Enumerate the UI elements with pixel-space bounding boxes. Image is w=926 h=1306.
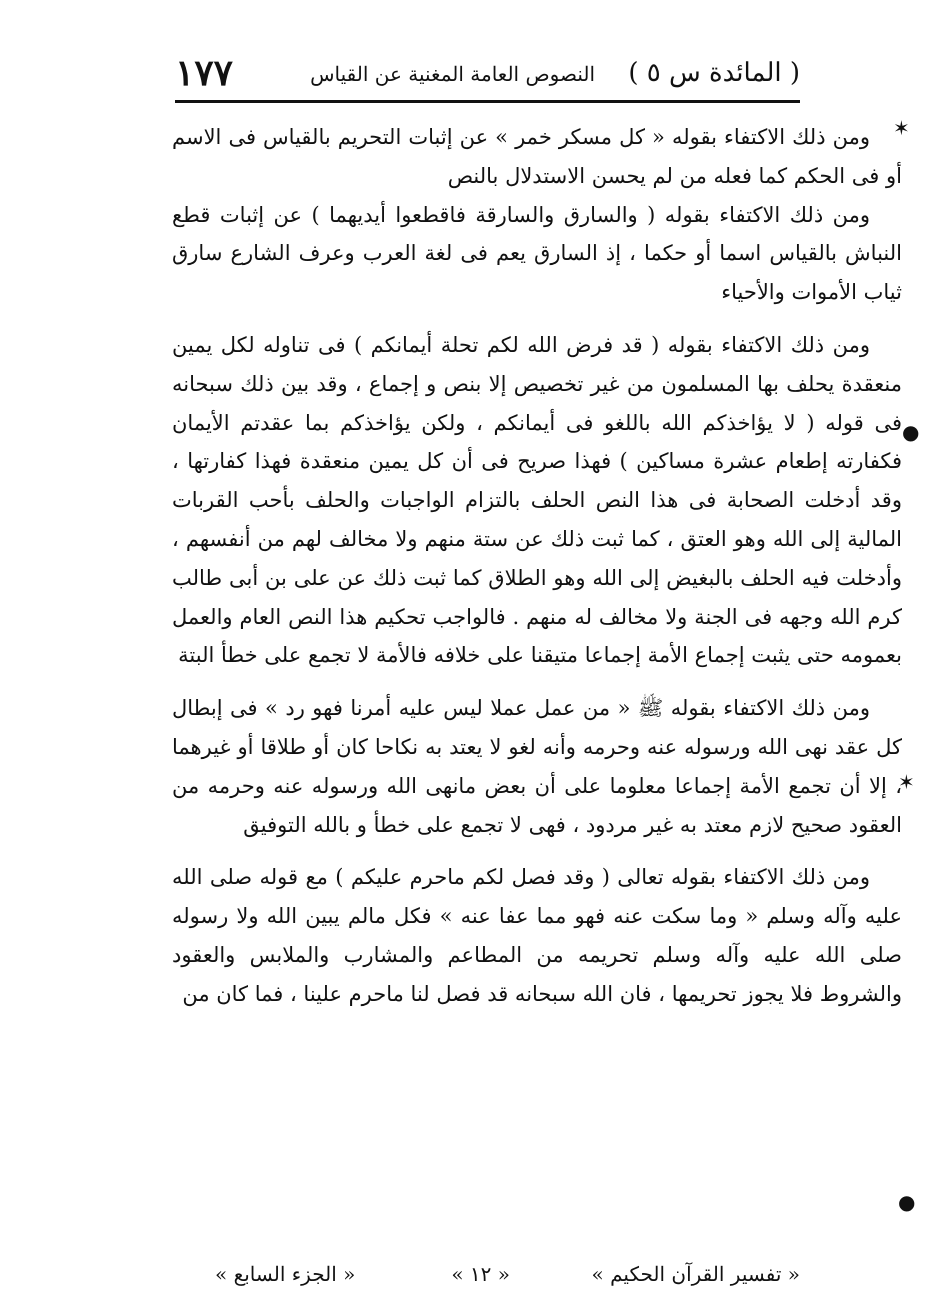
page-header	[175, 52, 800, 100]
footer-number: « ١٢ »	[451, 1262, 510, 1286]
main-text	[172, 118, 902, 1014]
paragraph-5: ومن ذلك الاكتفاء بقوله تعالى ( وقد فصل لكم ماحرم عليكم ) مع قوله صلى الله عليه وآله وسلم « وما سكت عنه فهو مما عفا عنه » فكل مالم يبين الله ولا رسوله صلى الله عليه وآله وسلم تحريمه من المطاعم والمشارب والملابس والعقود والشروط فلا يجوز تحريمها ، فان الله سبحانه قد فصل لنا ماحرم علينا ، فما كان من	[172, 865, 902, 1006]
header-rule	[175, 100, 800, 103]
paragraph-3: ومن ذلك الاكتفاء بقوله ( قد فرض الله لكم تحلة أيمانكم ) فى تناوله لكل يمين منعقدة يحلف بها المسلمون من غير تخصيص إلا بنص و إجماع ، وقد بين ذلك سبحانه فى قوله ( لا يؤاخذكم الله باللغو فى أيمانكم ، ولكن يؤاخذكم بما عقدتم الأيمان فكفارته إطعام عشرة مساكين ) فهذا صريح فى أن كل يمين منعقدة فهذا كفارتها ، وقد أدخلت الصحابة فى هذا النص الحلف بالتزام الواجبات والحلف بأحب القربات المالية إلى الله وهو العتق ، كما ثبت ذلك عن ستة منهم ولا مخالف لهم من أنفسهم ، وأدخلت فيه الحلف بالبغيض إلى الله وهو الطلاق كما ثبت ذلك عن على بن أبى طالب كرم الله وجهه فى الجنة ولا مخالف له منهم . فالواجب تحكيم هذا النص العام والعمل بعمومه حتى يثبت إجماع الأمة إجماعا متيقنا على خلافه فالأمة لا تجمع على خطأ البتة	[172, 332, 902, 668]
paragraph-4: ومن ذلك الاكتفاء بقوله ﷺ « من عمل عملا ليس عليه أمرنا فهو رد » فى إبطال كل عقد نهى الله ورسوله عنه وحرمه وأنه لغو لا يعتد به نكاحا كان أو طلاقا أو غيرهما ، إلا أن تجمع الأمة إجماعا معلوما على أن بعض مانهى الله ورسوله عنه وحرمه من العقود صحيح لازم معتد به غير مردود ، فهى لا تجمع على خطأ و بالله التوفيق	[172, 696, 902, 837]
margin-star-mark: ✶	[898, 770, 915, 794]
margin-dot-mark: ●	[898, 1190, 916, 1214]
paragraph-1: ومن ذلك الاكتفاء بقوله « كل مسكر خمر » عن إثبات التحريم بالقياس فى الاسم أو فى الحكم كما فعله من لم يحسن الاستدلال بالنص	[172, 125, 902, 188]
page-number: ١٧٧	[175, 52, 234, 94]
footer-book-title: « تفسير القرآن الحكيم »	[591, 1262, 800, 1286]
running-title: النصوص العامة المغنية عن القياس	[310, 62, 595, 86]
margin-dot-mark: ●	[902, 420, 920, 444]
footer-part: « الجزء السابع »	[215, 1262, 356, 1286]
page-footer	[175, 1262, 800, 1296]
margin-star-mark: ✶	[893, 116, 910, 140]
paragraph-2: ومن ذلك الاكتفاء بقوله ( والسارق والسارقة فاقطعوا أيديهما ) عن إثبات قطع النباش بالقياس اسما أو حكما ، إذ السارق يعم فى لغة العرب وعرف الشارع سارق ثياب الأموات والأحياء	[172, 202, 902, 305]
surah-reference: ( المائدة س ٥ )	[628, 58, 800, 88]
